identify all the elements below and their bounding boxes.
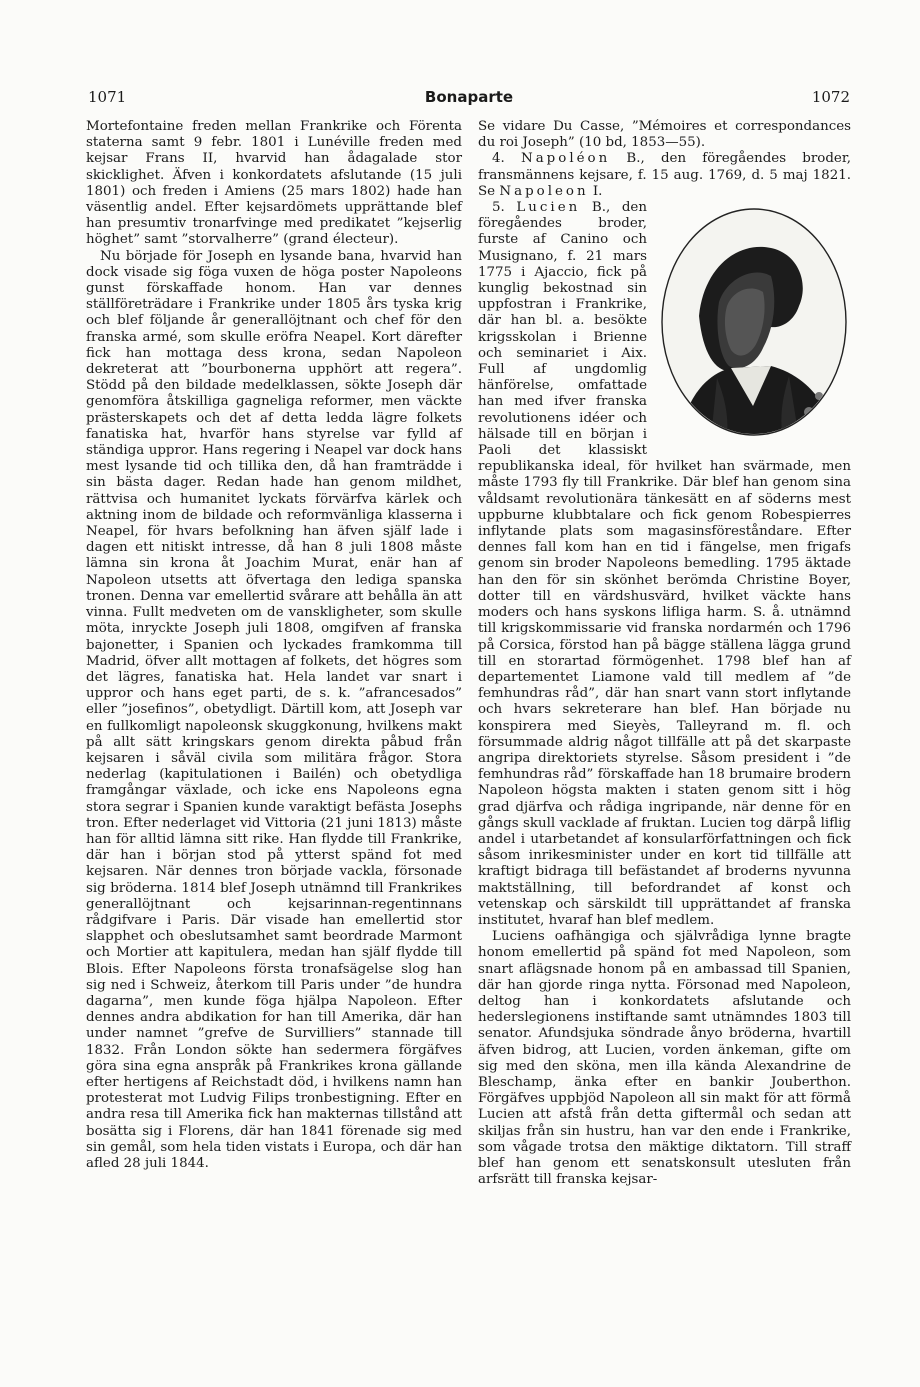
paragraph-joseph-treaties: Mortefontaine freden mellan Frankrike och Förenta staterna samt 9 febr. 1801 i Lunéville freden med kejsar Frans II, hvarvid han ådagalade stor skicklighet. Äfven i konkordatets afslutande (15 juli 1801) och freden i Amiens (25 mars 1802) hade han väsentlig andel. Efter kejsardömets upprättande blef han presumtiv tronarfvinge med predikatet ”kejserlig höghet” samt ”storvalherre” (grand électeur).	[86, 119, 462, 248]
entry-lucien	[478, 200, 851, 929]
entry-number: 4.	[492, 151, 505, 167]
entry-text: B., den föregåendes broder, furste af Canino och Musignano, f. 21 mars 1775 i Ajaccio, fick på kunglig bekostnad sin uppfostran i Frankrike, där han bl. a. besökte krigsskolan i Brienne och seminariet i Aix. Full af ungdomlig hänförelse, omfattade han med ifver franska revolutionens idéer och hälsade till en början i Paoli det klassiskt republikanska ideal, för hvilket han svärmade, men måste 1793 fly till Frankrike. Där blef han genom sina våldsamt revolutionära tänkesätt en af söderns mest uppburne klubbtalare och fick genom Robespierres inflytande plats som magasinsföreståndare. Efter dennes fall kom han en tid i fängelse, men frigafs genom sin broder Napoleons bemedling. 1795 äktade han den för sin skönhet berömda Christine Boyer, dotter till en värdshusvärd, hvilket väckte hans moders och hans syskons lifliga harm. S. å. utnämnd till krigskommissarie vid franska nordarmén och 1796 på Corsica, förstod han på bägge ställena lägga grund till en storartad förmögenhet. 1798 blef han af departementet Liamone vald till medlem af ”de femhundras råd”, där han snart vann stort inflytande och hvars sekreterare han blef. Han började nu konspirera med Sieyès, Talleyrand m. fl. och försummade aldrig något tillfälle att på det skarpaste angripa direktoriets styrelse. Såsom president i ”de femhundras råd” förskaffade han 18 brumaire brodern Napoleon högsta makten i staten genom sitt i hög grad djärfva och rådiga ingripande, när denne för en gångs skull vacklade af fruktan. Lucien tog därpå liflig andel i utarbetandet af konsularförfattningen och fick såsom inrikesminister under en kort tid tillfälle att kraftigt bidraga till befästandet af broderns nyvunna maktställning, till befordrandet af konst och vetenskap och särskildt till upprättandet af franska institutet, hvaraf han blef medlem.	[478, 200, 851, 928]
page-number-right: 1072	[811, 88, 850, 106]
left-column	[86, 119, 462, 1172]
entry-name: Lucien	[516, 200, 581, 216]
paragraph-lucien-later: Luciens oafhängiga och självrådiga lynne bragte honom emellertid på spänd fot med Napoleon, som snart aflägsnade honom på en ambassad till Spanien, där han gjorde ringa nytta. Försonad med Napoleon, deltog han i konkordatets afslutande och hederslegionens instiftande samt utnämndes 1803 till senator. Afundsjuka söndrade ånyo bröderna, hvartill äfven bidrog, att Lucien, vorden änkeman, gifte om sig med den sköna, men illa kända Alexandrine de Bleschamp, änka efter en bankir Jouberthon. Förgäfves uppbjöd Napoleon all sin makt för att förmå Lucien att afstå från detta giftermål och sedan att skiljas från sin hustru, han var den ende i Frankrike, som vågade trotsa den mäktige diktatorn. Till straff blef han genom ett senatskonsult utesluten från arfsrätt till franska kejsar-	[478, 929, 851, 1188]
right-column	[478, 119, 851, 1188]
running-title: Bonaparte	[424, 88, 514, 106]
paragraph-reference: Se vidare Du Casse, ”Mémoires et correspondances du roi Joseph” (10 bd, 1853—55).	[478, 119, 851, 151]
page-number-left: 1071	[88, 88, 127, 106]
cross-reference: Napoleon	[499, 183, 589, 199]
entry-name: Napoléon	[520, 151, 611, 167]
paragraph-joseph-career: Nu började för Joseph en lysande bana, hvarvid han dock visade sig föga vuxen de höga poster Napoleons gunst förskaffade honom. Han var dennes ställföreträdare i Frankrike under 1805 års tyska krig och blef följande år generallöjtnant och chef för den franska armé, som skulle eröfra Neapel. Kort därefter fick han mottaga dess krona, sedan Napoleon dekreterat att ”bourbonerna upphört att regera”. Stödd på den bildade medelklassen, sökte Joseph där genomföra åtskilliga gagneliga reformer, men väckte prästerskapets och det af detta ledda lägre folkets fanatiska hat, hvarför hans styrelse var fylld af ständiga uppror. Hans regering i Neapel var dock hans mest lysande tid och tillika den, då han framträdde i sin bästa dager. Redan hade han genom mildhet, rättvisa och humanitet lyckats förvärfva kärlek och aktning inom de bildade och reformvänliga klasserna i Neapel, för hvars befolkning han äfven själf lade i dagen ett nitiskt intresse, då han 8 juli 1808 måste lämna sin krona åt Joachim Murat, enär han af Napoleon utsetts att öfvertaga den lediga spanska tronen. Denna var emellertid svårare att behålla än att vinna. Fullt medveten om de vanskligheter, som skulle möta, inryckte Joseph juli 1808, omgifven af franska bajonetter, i Spanien och lyckades framkomma till Madrid, öfver allt mottagen af folkets, det högres som det lägres, fanatiska hat. Hela landet var snart i uppror och hans eget parti, de s. k. ”afrancesados” eller ”josefinos”, obetydligt. Därtill kom, att Joseph var en fullkomligt napoleonsk skuggkonung, hvilkens makt på allt sätt kringskars genom direkta påbud från kejsaren i såväl civila som militära frågor. Stora nederlag (kapitulationen i Bailén) och obetydliga framgångar växlade, och icke ens Napoleons egna stora segrar i Spanien kunde varaktigt befästa Josephs tron. Efter nederlaget vid Vittoria (21 juni 1813) måste han för alltid lämna sitt rike. Han flydde till Frankrike, där han i början stod på ytterst spänd fot med kejsaren. När dennes tron började vackla, försonade sig bröderna. 1814 blef Joseph utnämnd till Frankrikes generallöjtnant och kejsarinnan-regentinnans rådgifvare i Paris. Där visade han emellertid stor slapphet och obeslutsamhet samt beordrade Marmont och Mortier att kapitulera, medan han själf flydde till Blois. Efter Napoleons första tronafsägelse slog han sig ned i Schweiz, återkom till Paris under ”de hundra dagarna”, men kunde föga hjälpa Napoleon. Efter dennes andra abdikation for han till Amerika, där han under namnet ”grefve de Survilliers” stannade till 1832. Från London sökte han sedermera förgäfves göra sina egna anspråk på Frankrikes krona gällande efter hertigens af Reichstadt död, i hvilkens namn han protesterat mot Ludvig Filips tronbestigning. Efter en andra resa till Amerika fick han makternas tillstånd att bosätta sig i Florens, där han 1841 förenade sig med sin gemål, som hela tiden vistats i Europa, och där han afled 28 juli 1844.	[86, 248, 462, 1171]
entry-text: B., den föregåendes broder, fransmännens kejsare, f. 15 aug. 1769, d. 5 maj 1821. Se	[478, 151, 852, 199]
entry-number: 5.	[492, 200, 505, 216]
portrait-engraving	[659, 206, 849, 438]
lucien-portrait	[655, 202, 853, 442]
running-header	[88, 88, 850, 110]
entry-napoleon	[478, 151, 851, 200]
entry-text-end: I.	[592, 183, 603, 199]
